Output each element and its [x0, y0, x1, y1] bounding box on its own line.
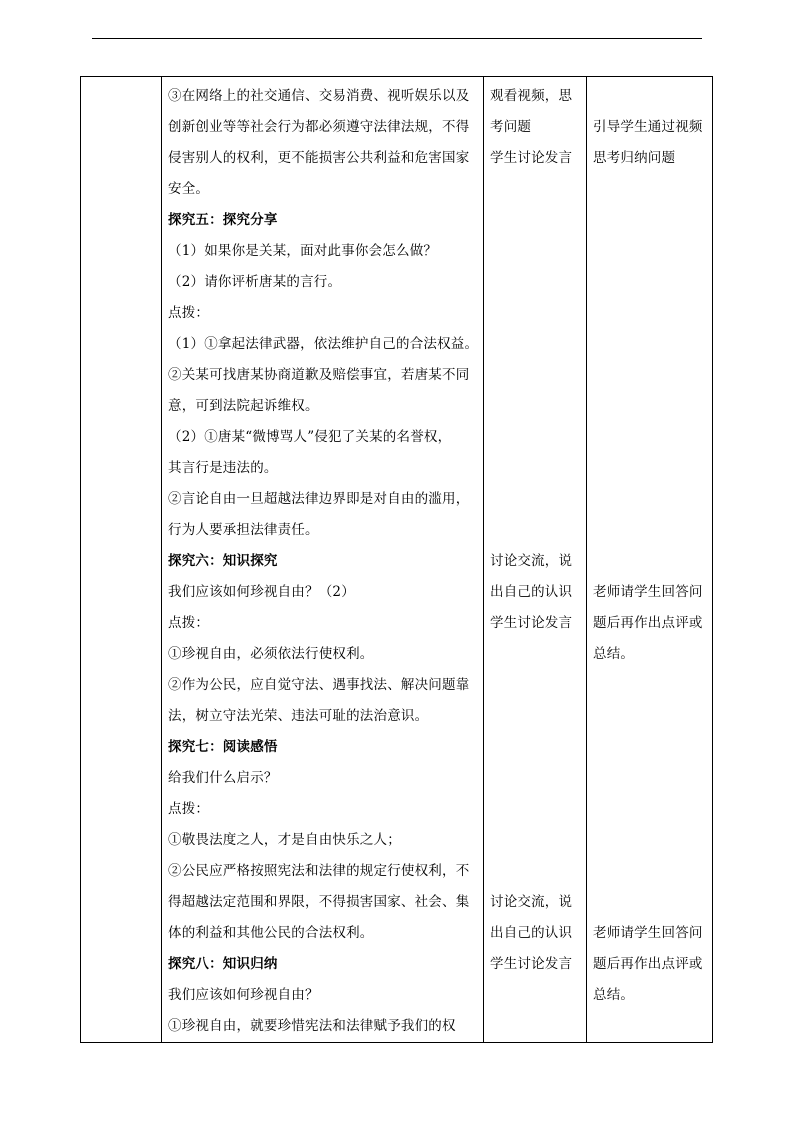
- teacher-intent-line: 总结。: [593, 987, 635, 1003]
- content-line: 其言行是违法的。: [168, 460, 278, 476]
- section-heading: 探究七：阅读感悟: [168, 739, 278, 755]
- teacher-intent-line: 题后再作出点评或: [593, 956, 703, 972]
- content-line: 法，树立守法光荣、违法可耻的法治意识。: [168, 708, 429, 724]
- content-line: 体的利益和其他公民的合法权利。: [168, 925, 374, 941]
- student-activity-line: 学生讨论发言: [490, 956, 573, 972]
- content-line: 点拨：: [168, 305, 210, 321]
- content-line: 点拨：: [168, 615, 210, 631]
- column-divider-2: [483, 77, 484, 1042]
- student-activity-line: 学生讨论发言: [490, 615, 573, 631]
- content-line: ②公民应严格按照宪法和法律的规定行使权利，不: [168, 863, 470, 879]
- teacher-intent-line: 老师请学生回答问: [593, 584, 703, 600]
- content-line: ①敬畏法度之人，才是自由快乐之人；: [168, 832, 401, 848]
- column-divider-1: [161, 77, 162, 1042]
- student-activity-line: 讨论交流，说: [490, 553, 573, 569]
- student-activity-line: 出自己的认识: [490, 584, 573, 600]
- content-line: ②作为公民，应自觉守法、遇事找法、解决问题靠: [168, 677, 470, 693]
- content-line: ②关某可找唐某协商道歉及赔偿事宜，若唐某不同: [168, 367, 470, 383]
- content-line: 创新创业等等社会行为都必须遵守法律法规，不得: [168, 119, 470, 135]
- content-line: （2）①唐某“微博骂人”侵犯了关某的名誉权，: [168, 429, 452, 445]
- content-line: 侵害别人的权利，更不能损害公共利益和危害国家: [168, 150, 470, 166]
- content-line: （1）如果你是关某，面对此事你会怎么做？: [168, 243, 438, 259]
- content-line: 安全。: [168, 181, 210, 197]
- teacher-intent-line: 引导学生通过视频: [593, 119, 703, 135]
- student-activity-line: 讨论交流，说: [490, 894, 573, 910]
- lesson-plan-table: [80, 76, 713, 1043]
- content-line: 给我们什么启示？: [168, 770, 278, 786]
- student-activity-line: 观看视频，思: [490, 88, 573, 104]
- content-line: ②言论自由一旦超越法律边界即是对自由的滥用，: [168, 491, 470, 507]
- header-rule: [92, 38, 702, 39]
- content-line: ①珍视自由，就要珍惜宪法和法律赋予我们的权: [168, 1018, 456, 1034]
- content-line: （2）请你评析唐某的言行。: [168, 274, 342, 290]
- content-line: （1）①拿起法律武器，依法维护自己的合法权益。: [168, 336, 479, 352]
- content-line: 点拨：: [168, 801, 210, 817]
- student-activity-line: 学生讨论发言: [490, 150, 573, 166]
- teacher-intent-line: 思考归纳问题: [593, 150, 676, 166]
- content-line: 我们应该如何珍视自由？: [168, 987, 319, 1003]
- student-activity-line: 出自己的认识: [490, 925, 573, 941]
- teacher-intent-line: 题后再作出点评或: [593, 615, 703, 631]
- teacher-intent-line: 总结。: [593, 646, 635, 662]
- content-line: 得超越法定范围和界限，不得损害国家、社会、集: [168, 894, 470, 910]
- content-line: ③在网络上的社交通信、交易消费、视听娱乐以及: [168, 88, 470, 104]
- content-line: ①珍视自由，必须依法行使权利。: [168, 646, 374, 662]
- content-line: 行为人要承担法律责任。: [168, 522, 319, 538]
- section-heading: 探究五：探究分享: [168, 212, 278, 228]
- section-heading: 探究六：知识探究: [168, 553, 278, 569]
- content-line: 意，可到法院起诉维权。: [168, 398, 319, 414]
- column-divider-3: [586, 77, 587, 1042]
- teacher-intent-line: 老师请学生回答问: [593, 925, 703, 941]
- section-heading: 探究八：知识归纳: [168, 956, 278, 972]
- content-line: 我们应该如何珍视自由？（2）: [168, 584, 355, 600]
- student-activity-line: 考问题: [490, 119, 532, 135]
